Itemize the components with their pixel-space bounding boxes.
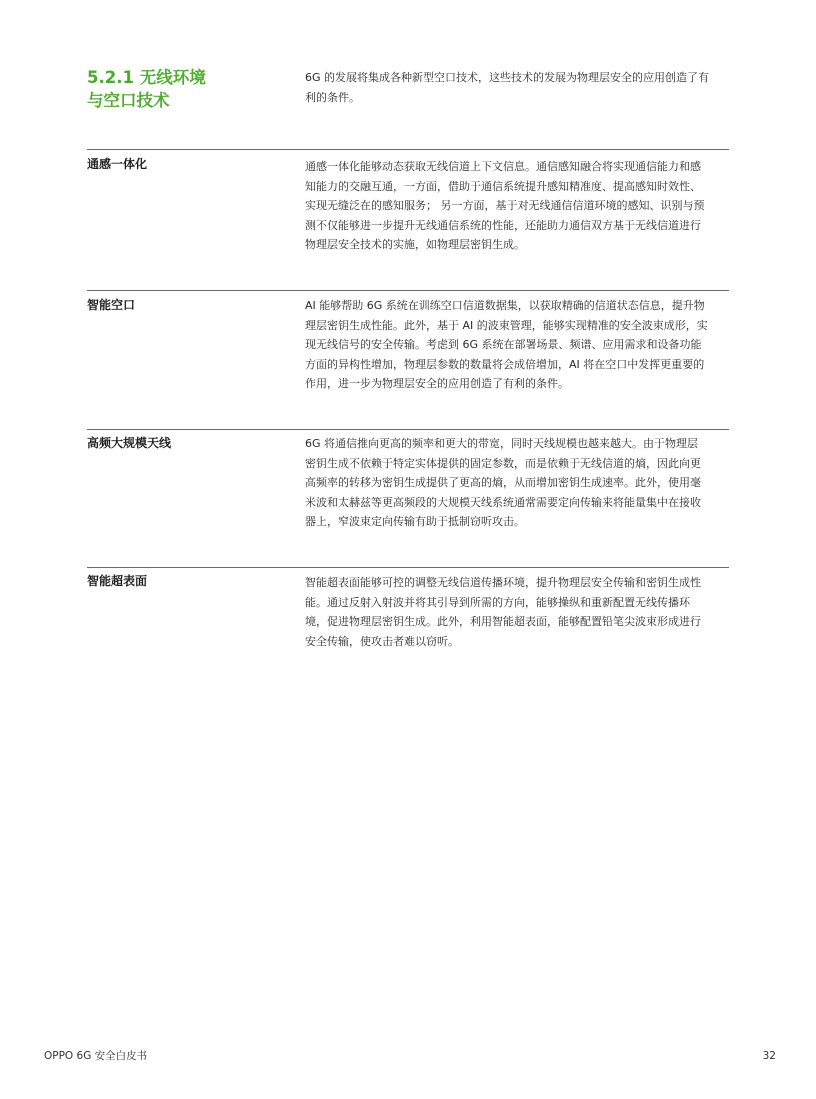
page-number: 32 xyxy=(762,1050,776,1062)
footer-document-title: OPPO 6G 安全白皮书 xyxy=(44,1050,148,1062)
body-line: 通感一体化能够动态获取无线信道上下文信息。通信感知融合将实现通信能力和感 xyxy=(305,160,701,173)
body-line: 6G 将通信推向更高的频率和更大的带宽，同时天线规模也越来越大。由于物理层 xyxy=(305,437,699,450)
body-line: 实现无缝泛在的感知服务； 另一方面，基于对无线通信信道环境的感知、识别与预 xyxy=(305,199,705,212)
row-divider xyxy=(87,290,729,291)
row-body-massive-mimo xyxy=(305,434,730,532)
body-line: 境，促进物理层密钥生成。此外，利用智能超表面，能够配置铅笔尖波束形成进行 xyxy=(305,615,701,628)
row-title-ris: 智能超表面 xyxy=(87,574,148,588)
intro-paragraph xyxy=(305,68,730,107)
row-body-isac xyxy=(305,157,730,255)
body-line: 智能超表面能够可控的调整无线信道传播环境，提升物理层安全传输和密钥生成性 xyxy=(305,576,701,589)
body-line: 高频率的转移为密钥生成提供了更高的熵，从而增加密钥生成速率。此外，使用毫 xyxy=(305,476,701,489)
body-line: AI 能够帮助 6G 系统在训练空口信道数据集，以获取精确的信道状态信息，提升物 xyxy=(305,299,705,312)
body-line: 密钥生成不依赖于特定实体提供的固定参数，而是依赖于无线信道的熵，因此向更 xyxy=(305,456,701,470)
body-line: 能。通过反射入射波并将其引导到所需的方向，能够操纵和重新配置无线传播环 xyxy=(305,595,690,609)
section-heading xyxy=(87,66,277,112)
intro-line: 6G 的发展将集成各种新型空口技术，这些技术的发展为物理层安全的应用创造了有 xyxy=(305,71,710,84)
row-divider xyxy=(87,429,729,430)
body-line: 物理层安全技术的实施，如物理层密钥生成。 xyxy=(305,238,525,251)
row-body-ris xyxy=(305,573,730,651)
section-heading-line-2: 与空口技术 xyxy=(87,91,170,110)
row-title-massive-mimo: 高频大规模天线 xyxy=(87,436,172,450)
body-line: 知能力的交融互通，一方面，借助于通信系统提升感知精准度、提高感知时效性、 xyxy=(305,179,701,193)
body-line: 现无线信号的安全传输。考虑到 6G 系统在部署场景、频谱、应用需求和设备功能 xyxy=(305,338,702,351)
row-title-ai-air-interface: 智能空口 xyxy=(87,298,136,312)
intro-line: 利的条件。 xyxy=(305,90,360,104)
body-line: 测不仅能够进一步提升无线通信系统的性能，还能助力通信双方基于无线信道进行 xyxy=(305,218,701,232)
body-line: 作用，进一步为物理层安全的应用创造了有利的条件。 xyxy=(305,377,569,390)
body-line: 方面的异构性增加，物理层参数的数量将会成倍增加，AI 将在空口中发挥更重要的 xyxy=(305,357,705,371)
section-heading-line-1: 5.2.1 无线环境 xyxy=(87,68,206,87)
body-line: 米波和太赫兹等更高频段的大规模天线系统通常需要定向传输来将能量集中在接收 xyxy=(305,495,701,509)
row-body-ai-air-interface xyxy=(305,296,730,394)
row-title-isac: 通感一体化 xyxy=(87,157,148,171)
body-line: 安全传输，使攻击者难以窃听。 xyxy=(305,634,459,648)
body-line: 理层密钥生成性能。此外，基于 AI 的波束管理，能够实现精准的安全波束成形，实 xyxy=(305,318,708,332)
row-divider xyxy=(87,567,729,568)
row-divider xyxy=(87,149,729,150)
body-line: 器上，窄波束定向传输有助于抵制窃听攻击。 xyxy=(305,515,525,528)
